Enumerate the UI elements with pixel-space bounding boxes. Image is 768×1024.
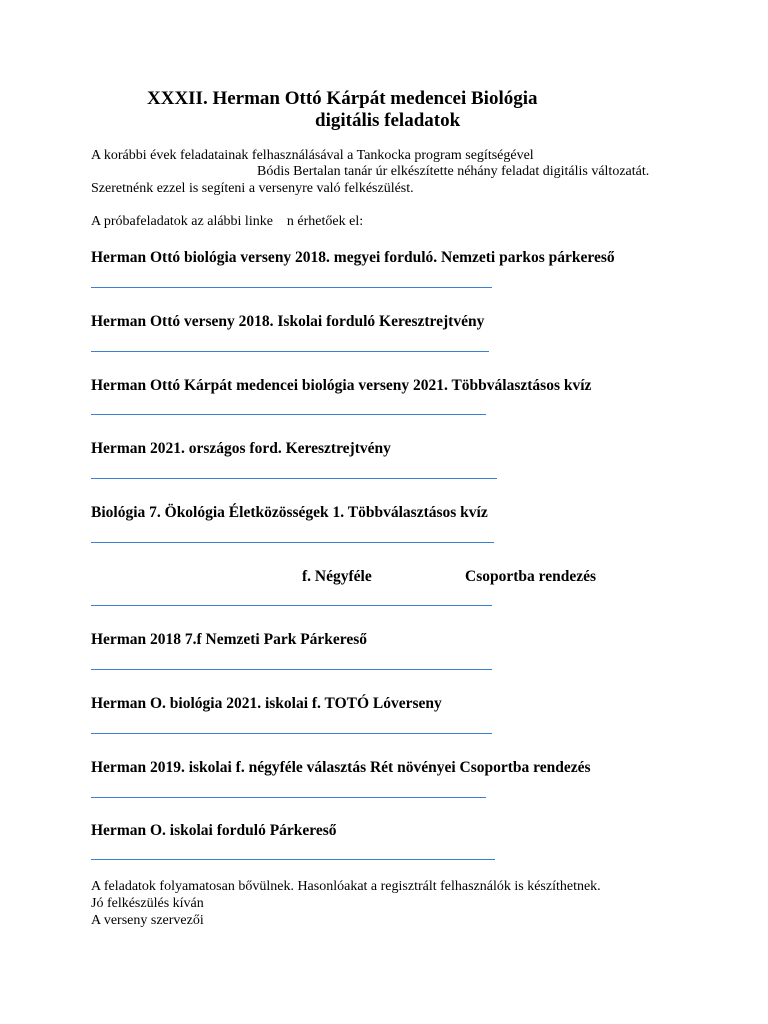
task-title-10: Herman O. iskolai forduló Párkereső bbox=[91, 822, 337, 839]
task-title-6-part-1: f. Négyféle bbox=[302, 568, 372, 585]
intro-line-2: Bódis Bertalan tanár úr elkészítette néhány feladat digitális változatát. bbox=[257, 164, 650, 179]
task-title-1: Herman Ottó biológia verseny 2018. megyei forduló. Nemzeti parkos párkereső bbox=[91, 249, 615, 266]
task-link-5[interactable] bbox=[91, 542, 494, 543]
task-title-2: Herman Ottó verseny 2018. Iskolai forduló Keresztrejtvény bbox=[91, 313, 485, 330]
task-title-3: Herman Ottó Kárpát medencei biológia verseny 2021. Többválasztásos kvíz bbox=[91, 377, 592, 394]
task-link-10[interactable] bbox=[91, 859, 495, 860]
task-link-8[interactable] bbox=[91, 733, 492, 734]
task-link-9[interactable] bbox=[91, 797, 486, 798]
task-title-5: Biológia 7. Ökológia Életközösségek 1. Többválasztásos kvíz bbox=[91, 504, 488, 521]
footer-line-3: A verseny szervezői bbox=[91, 913, 204, 928]
task-title-6-part-2: Csoportba rendezés bbox=[465, 568, 597, 585]
task-title-4: Herman 2021. országos ford. Keresztrejtvény bbox=[91, 440, 391, 457]
intro-line-3: Szeretnénk ezzel is segíteni a versenyre való felkészülést. bbox=[91, 181, 414, 196]
footer-line-1: A feladatok folyamatosan bővülnek. Hasonlóakat a regisztrált felhasználók is készíthetnek. bbox=[91, 879, 601, 894]
intro-line-4: A próbafeladatok az alábbi linke n érhetőek el: bbox=[91, 214, 364, 229]
task-link-6[interactable] bbox=[91, 605, 492, 606]
task-link-4[interactable] bbox=[91, 478, 497, 479]
page-title-line-2: digitális feladatok bbox=[315, 110, 461, 131]
task-title-8: Herman O. biológia 2021. iskolai f. TOTÓ Lóverseny bbox=[91, 695, 442, 712]
task-link-1[interactable] bbox=[91, 287, 492, 288]
task-title-7: Herman 2018 7.f Nemzeti Park Párkereső bbox=[91, 631, 368, 648]
task-link-3[interactable] bbox=[91, 414, 486, 415]
page-title-line-1: XXXII. Herman Ottó Kárpát medencei Biológia bbox=[147, 88, 538, 109]
task-link-7[interactable] bbox=[91, 669, 492, 670]
task-link-2[interactable] bbox=[91, 351, 489, 352]
footer-line-2: Jó felkészülés kíván bbox=[91, 896, 204, 911]
intro-line-1: A korábbi évek feladatainak felhasználásával a Tankocka program segítségével bbox=[91, 148, 534, 163]
task-title-9: Herman 2019. iskolai f. négyféle választás Rét növényei Csoportba rendezés bbox=[91, 759, 591, 776]
